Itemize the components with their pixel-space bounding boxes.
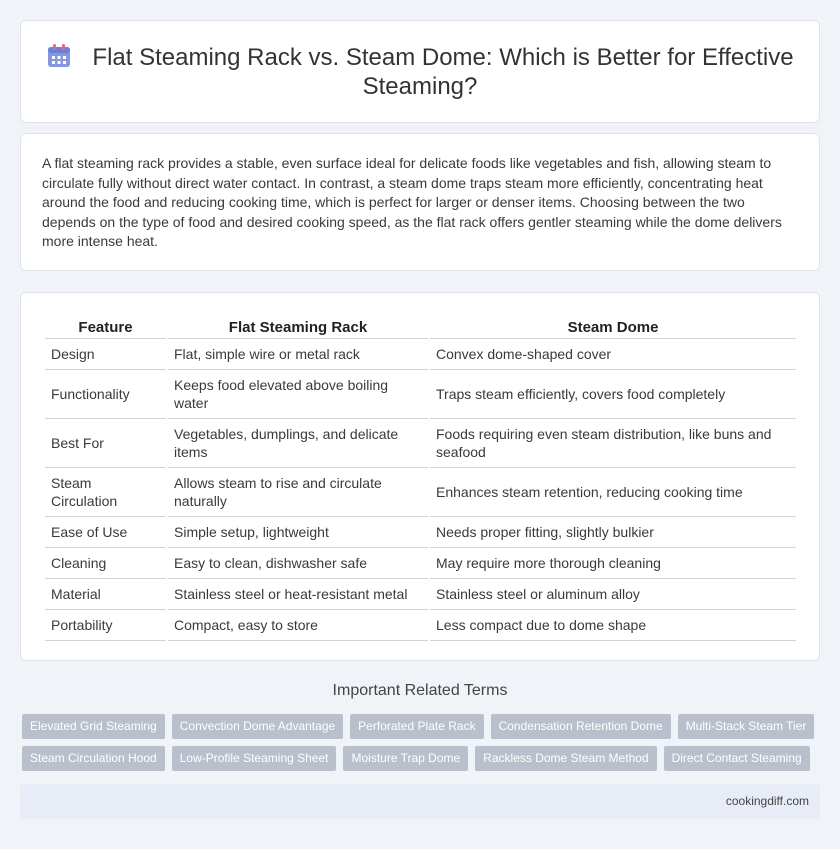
flat-rack-cell: Stainless steel or heat-resistant metal <box>168 579 428 610</box>
term-tag[interactable]: Rackless Dome Steam Method <box>475 746 656 771</box>
title-card <box>20 20 820 123</box>
feature-cell: Cleaning <box>45 548 166 579</box>
term-tag[interactable]: Perforated Plate Rack <box>350 714 483 739</box>
table-row <box>45 339 796 370</box>
term-row <box>22 714 822 739</box>
flat-rack-cell: Compact, easy to store <box>168 610 428 641</box>
feature-cell: Ease of Use <box>45 517 166 548</box>
table-row <box>45 610 796 641</box>
page-title-block <box>21 43 819 101</box>
calendar-icon <box>46 43 72 69</box>
table-row <box>45 579 796 610</box>
flat-rack-cell: Keeps food elevated above boiling water <box>168 370 428 419</box>
feature-cell: Functionality <box>45 370 166 419</box>
steam-dome-cell: Foods requiring even steam distribution, like buns and seafood <box>430 419 796 468</box>
feature-cell: Portability <box>45 610 166 641</box>
term-tag[interactable]: Elevated Grid Steaming <box>22 714 165 739</box>
footer-site[interactable]: cookingdiff.com <box>725 794 809 808</box>
feature-cell: Design <box>45 339 166 370</box>
term-tag[interactable]: Direct Contact Steaming <box>664 746 810 771</box>
term-row <box>22 746 822 771</box>
feature-cell: Steam Circulation <box>45 468 166 517</box>
term-tag[interactable]: Condensation Retention Dome <box>491 714 671 739</box>
term-tag[interactable]: Multi-Stack Steam Tier <box>678 714 815 739</box>
related-terms <box>22 714 822 778</box>
intro-card <box>20 133 820 271</box>
flat-rack-cell: Easy to clean, dishwasher safe <box>168 548 428 579</box>
term-tag[interactable]: Moisture Trap Dome <box>343 746 468 771</box>
table-header-row <box>45 315 796 339</box>
related-terms-heading: Important Related Terms <box>332 682 508 699</box>
header-flat-rack: Flat Steaming Rack <box>168 315 428 339</box>
header-feature: Feature <box>45 315 166 339</box>
comparison-card <box>20 292 820 661</box>
flat-rack-cell: Flat, simple wire or metal rack <box>168 339 428 370</box>
feature-cell: Best For <box>45 419 166 468</box>
intro-paragraph: A flat steaming rack provides a stable, even surface ideal for delicate foods like vegetables and fish, allowing steam to circulate fully without direct water contact. In contrast, a steam dome traps steam more efficiently, concentrating heat around the food and reducing cooking time, which is perfect for larger or denser items. Choosing between the two depends on the type of food and desired cooking speed, as the flat rack offers gentler steaming while the dome delivers more intense heat. <box>42 155 782 249</box>
term-tag[interactable]: Convection Dome Advantage <box>172 714 343 739</box>
table-row <box>45 468 796 517</box>
flat-rack-cell: Allows steam to rise and circulate naturally <box>168 468 428 517</box>
table-row <box>45 548 796 579</box>
header-steam-dome: Steam Dome <box>430 315 796 339</box>
steam-dome-cell: Traps steam efficiently, covers food completely <box>430 370 796 419</box>
table-row <box>45 370 796 419</box>
steam-dome-cell: Convex dome-shaped cover <box>430 339 796 370</box>
term-tag[interactable]: Steam Circulation Hood <box>22 746 165 771</box>
flat-rack-cell: Simple setup, lightweight <box>168 517 428 548</box>
steam-dome-cell: May require more thorough cleaning <box>430 548 796 579</box>
comparison-table <box>43 315 798 641</box>
steam-dome-cell: Stainless steel or aluminum alloy <box>430 579 796 610</box>
footer <box>20 784 820 819</box>
feature-cell: Material <box>45 579 166 610</box>
table-row <box>45 419 796 468</box>
page-title: Flat Steaming Rack vs. Steam Dome: Which is Better for Effective Steaming? <box>92 44 794 100</box>
steam-dome-cell: Needs proper fitting, slightly bulkier <box>430 517 796 548</box>
term-tag[interactable]: Low-Profile Steaming Sheet <box>172 746 337 771</box>
steam-dome-cell: Enhances steam retention, reducing cooking time <box>430 468 796 517</box>
table-row <box>45 517 796 548</box>
flat-rack-cell: Vegetables, dumplings, and delicate items <box>168 419 428 468</box>
steam-dome-cell: Less compact due to dome shape <box>430 610 796 641</box>
